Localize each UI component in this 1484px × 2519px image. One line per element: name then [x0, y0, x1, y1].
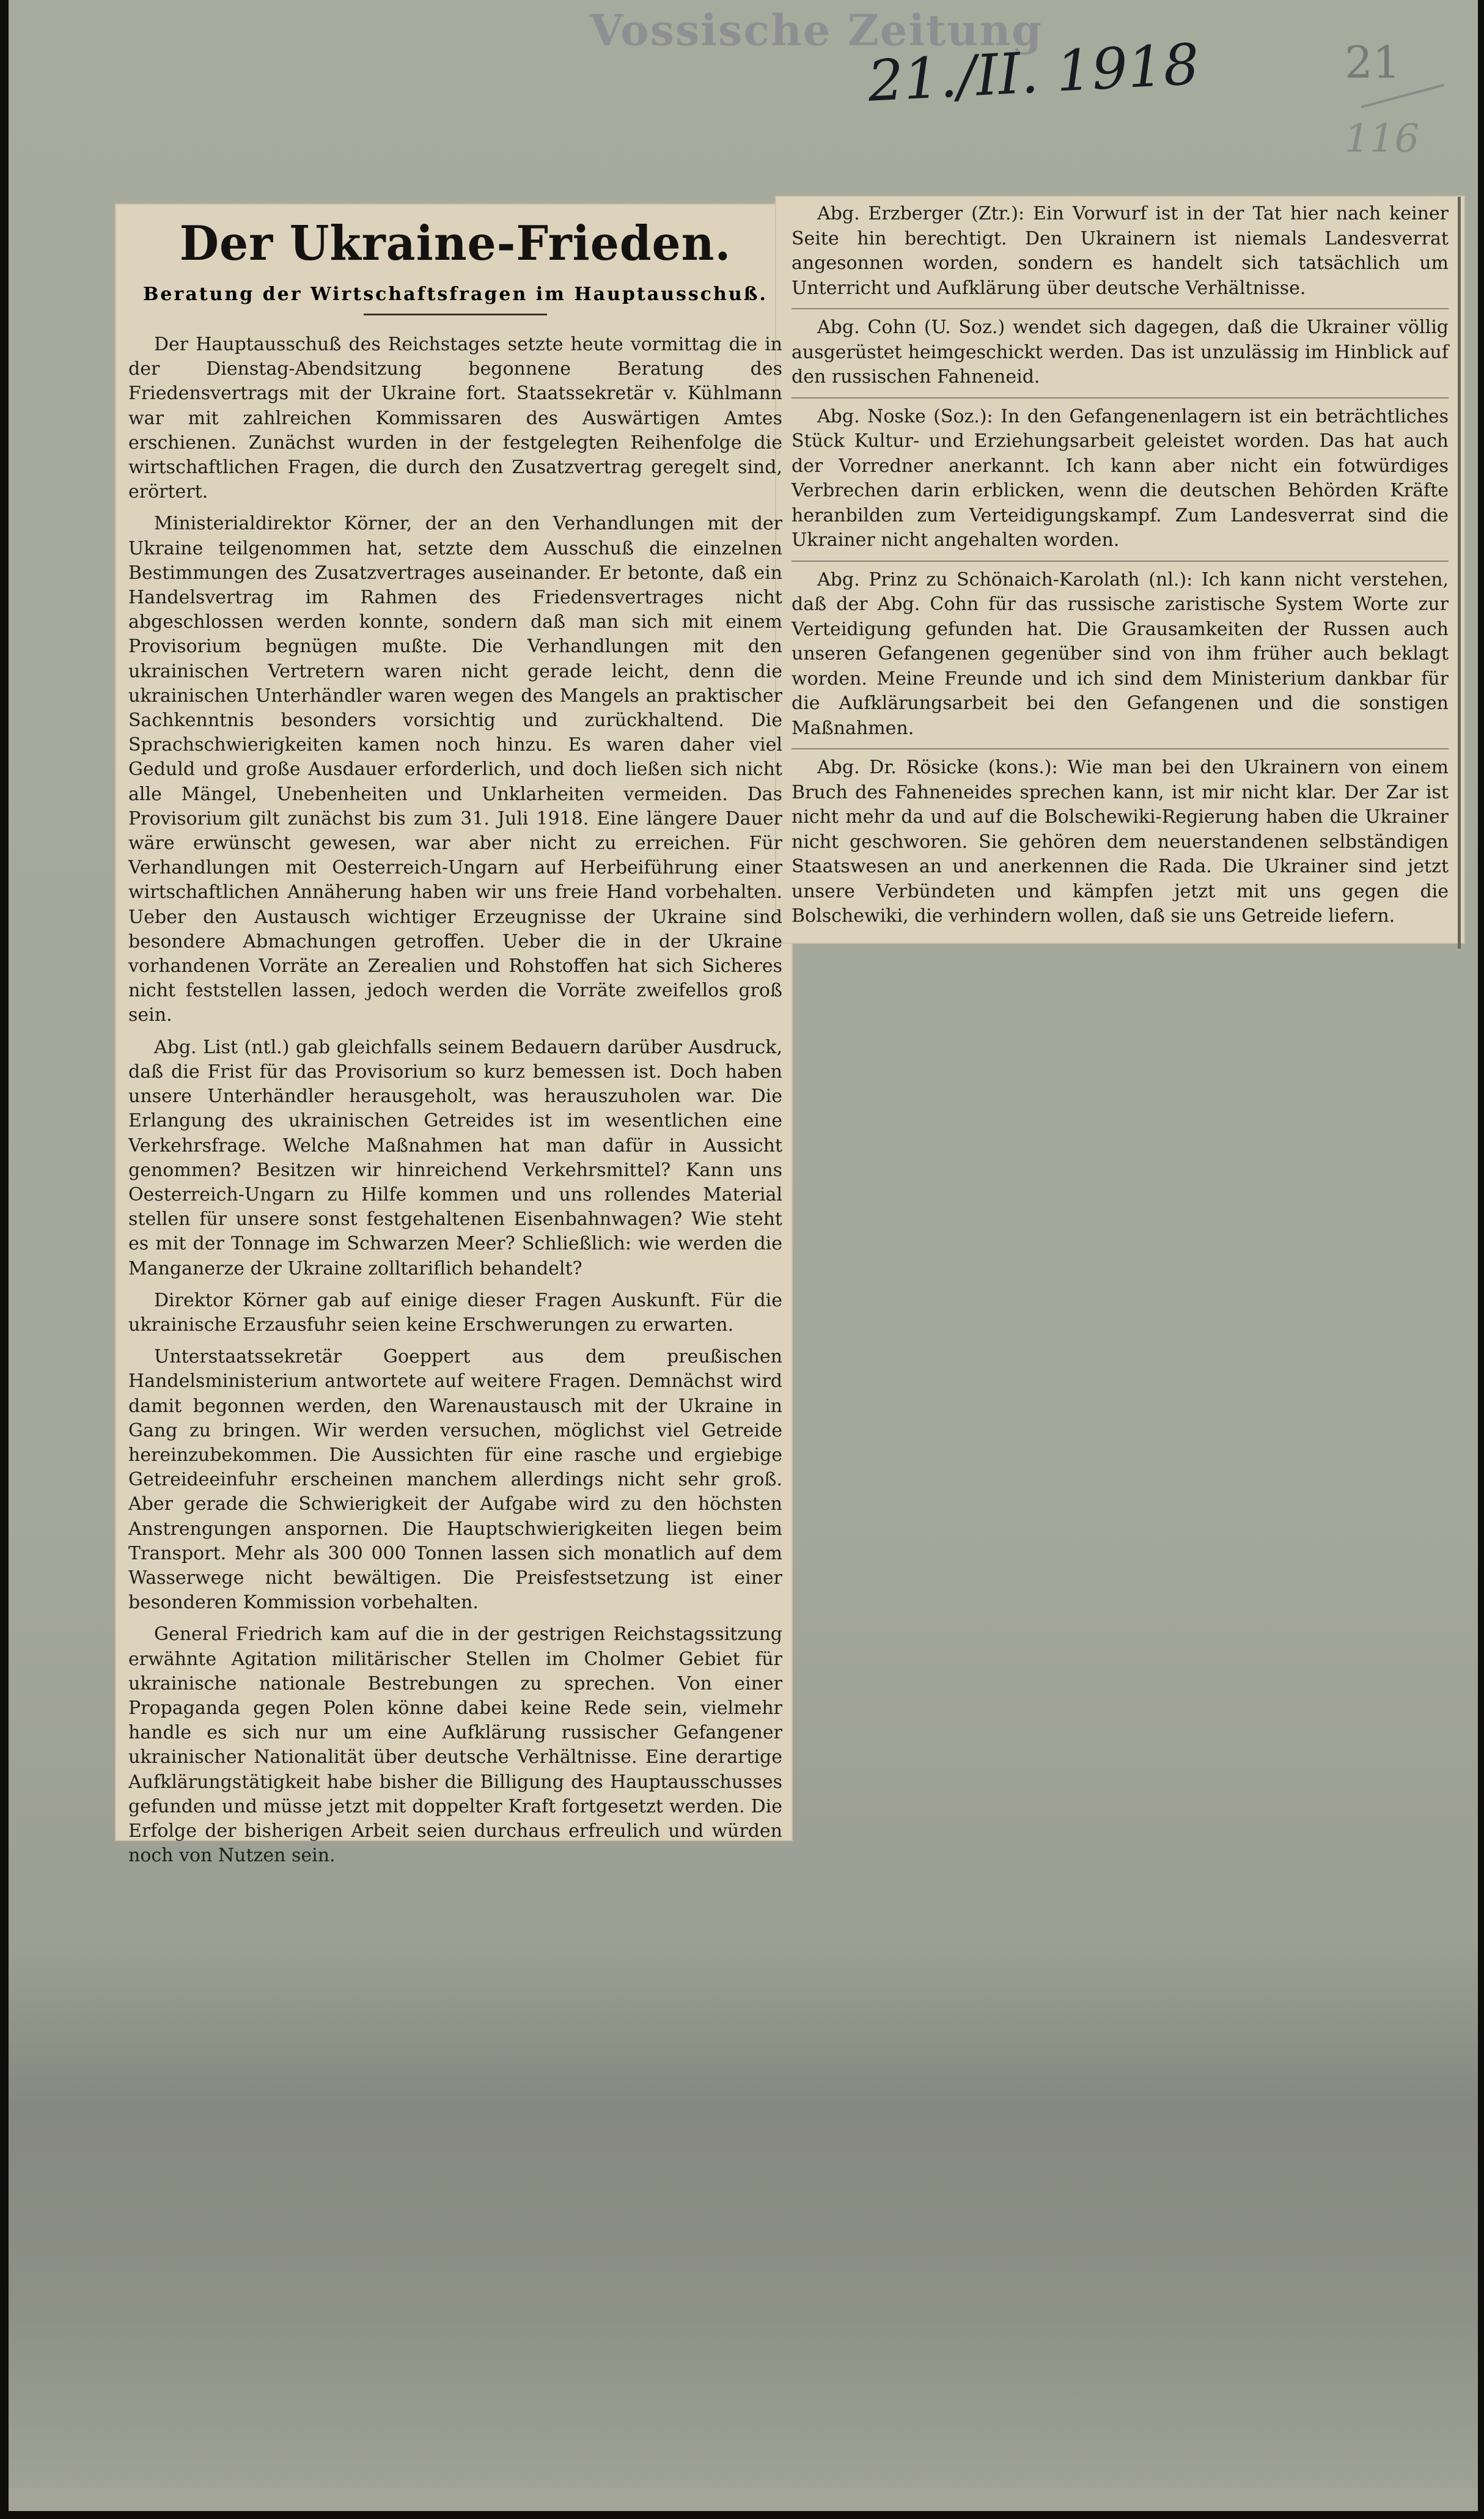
paragraph-divider — [792, 561, 1449, 562]
paragraph: Abg. Prinz zu Schönaich-Karolath (nl.): Ich kann nicht verstehen, daß der Abg. Cohn für das russische zaristische System Worte zur Verteidigung gefunden hat. Die Grausamkeiten der Russen auch unseren Gefangenen gegenüber sind von ihm früher auch beklagt worden. Meine Freunde und ich sind dem Ministerium dankbar für die Aufklärungsarbeit bei den Gefangenen und die sonstigen Maßnahmen. — [792, 568, 1449, 739]
article-subheadline: Beratung der Wirtschaftsfragen im Hauptausschuß. — [143, 284, 768, 305]
paragraph: Abg. Dr. Rösicke (kons.): Wie man bei den Ukrainern von einem Bruch des Fahneneides sprechen kann, ist mir nicht klar. Der Zar ist nicht mehr da und auf die Bolschewiki-Regierung haben die Ukrainer nicht geschworen. Sie gehören dem neuerstandenen selbständigen Staatswesen an und anerkennen die Rada. Die Ukrainer sind jetzt unsere Verbündeten und kämpfen jetzt mit uns gegen die Bolschewiki, die verhindern wollen, daß sie uns Getreide liefern. — [792, 757, 1449, 927]
subheadline-rule — [364, 314, 547, 315]
pencil-mark-number: 116 — [1345, 116, 1420, 161]
scan-shadow — [9, 1938, 1478, 2488]
paragraph-divider — [792, 308, 1449, 309]
paragraph: Abg. Erzberger (Ztr.): Ein Vorwurf ist in der Tat hier nach keiner Seite hin berechtigt. Den Ukrainern ist niemals Landesverrat angesonnen worden, sondern es handelt sich tatsächlich um Unterricht und Aufklärung über deutsche Verhältnisse. — [792, 203, 1449, 299]
article-left-column — [128, 211, 782, 1875]
paragraph: Abg. List (ntl.) gab gleichfalls seinem Bedauern darüber Ausdruck, daß die Frist für das Provisorium so kurz bemessen ist. Doch haben unsere Unterhändler herausgeholt, was herauszuholen war. Die Erlangung des ukrainischen Getreides ist im wesentlichen eine Verkehrsfrage. Welche Maßnahmen hat man dafür in Aussicht genommen? Besitzen wir hinreichend Verkehrsmittel? Kann uns Oesterreich-Ungarn zu Hilfe kommen und uns rollendes Material stellen für unsere sonst festgehaltenen Eisenbahnwagen? Wie steht es mit der Tonnage im Schwarzen Meer? Schließlich: wie werden die Manganerze der Ukraine zolltariflich behandelt? — [128, 1036, 782, 1279]
paragraph: Abg. Cohn (U. Soz.) wendet sich dagegen, daß die Ukrainer völlig ausgerüstet heimgeschickt werden. Das ist unzulässig im Hinblick auf den russischen Fahneneid. — [792, 317, 1449, 388]
paragraph: General Friedrich kam auf die in der gestrigen Reichstagssitzung erwähnte Agitation militärischer Stellen im Cholmer Gebiet für ukrainische nationale Bestrebungen zu sprechen. Von einer Propaganda gegen Polen könne dabei keine Rede sein, vielmehr handle es sich nur um eine Aufklärung russischer Gefangener ukrainischer Nationalität über deutsche Verhältnisse. Eine derartige Aufklärungstätigkeit habe bisher die Billigung des Hauptausschusses gefunden und müsse jetzt mit doppelter Kraft fortgesetzt werden. Die Erfolge der bisherigen Arbeit seien durchaus erfreulich und würden noch von Nutzen sein. — [128, 1624, 782, 1867]
paragraph: Ministerialdirektor Körner, der an den Verhandlungen mit der Ukraine teilgenommen hat, setzte dem Ausschuß die einzelnen Bestimmungen des Zusatzvertrages auseinander. Er betonte, daß ein Handelsvertrag im Rahmen des Friedensvertrages nicht abgeschlossen werden konnte, sondern daß man sich mit einem Provisorium begnügen mußte. Die Verhandlungen mit den ukrainischen Vertretern waren nicht gerade leicht, denn die ukrainischen Unterhändler waren wegen des Mangels an praktischer Sachkenntnis besonders vorsichtig und zurückhaltend. Die Sprachschwierigkeiten kamen noch hinzu. Es waren daher viel Geduld und große Ausdauer erforderlich, und doch ließen sich nicht alle Mängel, Unebenheiten und Unklarheiten vermeiden. Das Provisorium gilt zunächst bis zum 31. Juli 1918. Eine längere Dauer wäre erwünscht gewesen, war aber nicht zu erreichen. Für Verhandlungen mit Oesterreich-Ungarn auf Herbeiführung einer wirtschaftlichen Annäherung haben wir uns freie Hand vorbehalten. Ueber den Austausch wichtiger Erzeugnisse der Ukraine sind besondere Abmachungen getroffen. Ueber die in der Ukraine vorhandenen Vorräte an Zerealien und Rohstoffen hat sich Sicheres nicht feststellen lassen, jedoch werden die Vorräte zweifellos groß sein. — [128, 513, 782, 1026]
paragraph: Abg. Noske (Soz.): In den Gefangenenlagern ist ein beträchtliches Stück Kultur- und Erziehungsarbeit geleistet worden. Das hat auch der Vorredner anerkannt. Ich kann aber nicht ein fotwürdiges Verbrechen darin erblicken, wenn die deutschen Behörden Kräfte heranbilden zum Verteidigungskampf. Zum Landesverrat sind die Ukrainer nicht angehalten worden. — [792, 405, 1449, 551]
article-right-column — [792, 202, 1449, 936]
paragraph-divider — [792, 397, 1449, 399]
handwritten-date: 21./II. 1918 — [866, 31, 1201, 114]
pencil-mark-top: 21 — [1345, 37, 1401, 88]
paragraph: Der Hauptausschuß des Reichstages setzte heute vormittag die in der Dienstag-Abendsitzung begonnene Beratung des Friedensvertrags mit der Ukraine fort. Staatssekretär v. Kühlmann war mit zahlreichen Kommissaren des Auswärtigen Amtes erschienen. Zunächst wurden in der festgelegten Reihenfolge die wirtschaftlichen Fragen, die durch den Zusatzvertrag geregelt sind, erörtert. — [128, 334, 782, 503]
article-headline: Der Ukraine-Frieden. — [179, 216, 732, 271]
column-rule — [1458, 197, 1461, 949]
paragraph: Direktor Körner gab auf einige dieser Fragen Auskunft. Für die ukrainische Erzausfuhr seien keine Erschwerungen zu erwarten. — [128, 1289, 782, 1336]
paragraph-divider — [792, 748, 1449, 749]
newspaper-stamp: Vossische Zeitung — [590, 5, 1043, 56]
paragraph: Unterstaatssekretär Goeppert aus dem preußischen Handelsministerium antwortete auf weitere Fragen. Demnächst wird damit begonnen werden, den Warenaustausch mit der Ukraine in Gang zu bringen. Wir werden versuchen, möglichst viel Getreide hereinzubekommen. Die Aussichten für eine rasche und ergiebige Getreideeinfuhr erscheinen manchem allerdings nicht sehr groß. Aber gerade die Schwierigkeit der Aufgabe wird zu den höchsten Anstrengungen anspornen. Die Hauptschwierigkeiten liegen beim Transport. Mehr als 300 000 Tonnen lassen sich monatlich auf dem Wasserwege nicht bewältigen. Die Preisfestsetzung ist einer besonderen Kommission vorbehalten. — [128, 1346, 782, 1614]
